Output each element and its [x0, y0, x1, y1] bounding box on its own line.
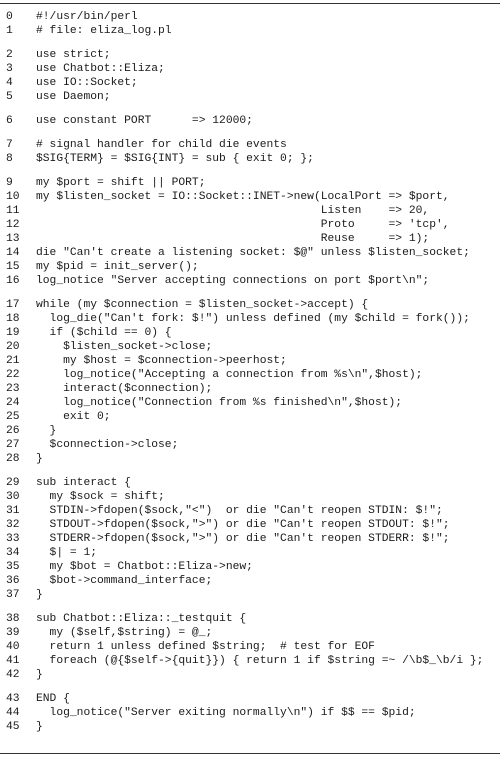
- line-number: 31: [6, 505, 20, 517]
- line-number: 14: [6, 247, 20, 259]
- line-number: 39: [6, 627, 20, 639]
- line-number: 23: [6, 383, 20, 395]
- line-code: # signal handler for child die events: [36, 139, 287, 151]
- line-code: return 1 unless defined $string; # test for EOF: [36, 641, 375, 653]
- line-code: }: [36, 589, 43, 601]
- line-number: 16: [6, 275, 20, 287]
- line-number: 34: [6, 547, 20, 559]
- line-code: interact($connection);: [36, 383, 213, 395]
- line-code: log_notice "Server accepting connections on port $port\n";: [36, 275, 430, 287]
- line-code: $| = 1;: [36, 547, 98, 559]
- line-number: 13: [6, 233, 20, 245]
- line-code: STDOUT->fdopen($sock,">") or die "Can't reopen STDOUT: $!";: [36, 519, 450, 531]
- line-number: 11: [6, 205, 20, 217]
- line-number: 30: [6, 491, 20, 503]
- line-code: }: [36, 425, 57, 437]
- line-number: 40: [6, 641, 20, 653]
- code-line: [0, 10, 500, 24]
- code-line: [0, 260, 500, 274]
- line-number: 33: [6, 533, 20, 545]
- line-code: die "Can't create a listening socket: $@" unless $listen_socket;: [36, 247, 470, 259]
- line-code: $connection->close;: [36, 439, 179, 451]
- code-line: [0, 476, 500, 490]
- line-number: 1: [6, 25, 13, 37]
- code-line: [0, 574, 500, 588]
- code-line: [0, 438, 500, 452]
- code-line: [0, 176, 500, 190]
- code-line: [0, 76, 500, 90]
- code-line: [0, 138, 500, 152]
- code-line: [0, 640, 500, 654]
- line-number: 5: [6, 91, 13, 103]
- line-number: 45: [6, 721, 20, 733]
- code-line: [0, 424, 500, 438]
- line-number: 0: [6, 11, 13, 23]
- line-code: use constant PORT => 12000;: [36, 115, 253, 127]
- line-number: 12: [6, 219, 20, 231]
- code-line: [0, 48, 500, 62]
- line-number: 32: [6, 519, 20, 531]
- line-number: 6: [6, 115, 13, 127]
- line-number: 10: [6, 191, 20, 203]
- code-line: [0, 532, 500, 546]
- code-line: [0, 588, 500, 602]
- code-line: [0, 90, 500, 104]
- line-code: $listen_socket->close;: [36, 341, 213, 353]
- code-line: [0, 720, 500, 734]
- line-number: 43: [6, 693, 20, 705]
- code-line: [0, 504, 500, 518]
- line-number: 24: [6, 397, 20, 409]
- line-code: foreach (@{$self->{quit}}) { return 1 if $string =~ /\b$_\b/i };: [36, 655, 484, 667]
- line-number: 27: [6, 439, 20, 451]
- code-line: [0, 114, 500, 128]
- line-code: if ($child == 0) {: [36, 327, 172, 339]
- line-code: log_notice("Accepting a connection from %s\n",$host);: [36, 369, 423, 381]
- line-number: 4: [6, 77, 13, 89]
- line-code: $SIG{TERM} = $SIG{INT} = sub { exit 0; };: [36, 153, 314, 165]
- line-number: 20: [6, 341, 20, 353]
- code-line: [0, 490, 500, 504]
- code-line: [0, 706, 500, 720]
- line-number: 38: [6, 613, 20, 625]
- code-line: [0, 668, 500, 682]
- line-code: }: [36, 669, 43, 681]
- line-number: 28: [6, 453, 20, 465]
- code-line: [0, 62, 500, 76]
- top-rule: [0, 3, 500, 4]
- line-number: 41: [6, 655, 20, 667]
- line-code: log_notice("Connection from %s finished\n",$host);: [36, 397, 403, 409]
- code-line: [0, 612, 500, 626]
- line-number: 19: [6, 327, 20, 339]
- line-number: 8: [6, 153, 13, 165]
- line-code: use strict;: [36, 49, 111, 61]
- line-number: 36: [6, 575, 20, 587]
- line-number: 2: [6, 49, 13, 61]
- code-line: [0, 152, 500, 166]
- line-code: Reuse => 1);: [36, 233, 430, 245]
- line-number: 25: [6, 411, 20, 423]
- code-line: [0, 626, 500, 640]
- line-code: exit 0;: [36, 411, 111, 423]
- line-code: my $bot = Chatbot::Eliza->new;: [36, 561, 253, 573]
- code-line: [0, 410, 500, 424]
- line-number: 37: [6, 589, 20, 601]
- line-number: 35: [6, 561, 20, 573]
- code-line: [0, 654, 500, 668]
- code-line: [0, 246, 500, 260]
- line-code: #!/usr/bin/perl: [36, 11, 138, 23]
- line-code: $bot->command_interface;: [36, 575, 213, 587]
- line-code: my $pid = init_server();: [36, 261, 199, 273]
- line-number: 18: [6, 313, 20, 325]
- line-number: 3: [6, 63, 13, 75]
- line-code: use Daemon;: [36, 91, 111, 103]
- line-code: my $host = $connection->peerhost;: [36, 355, 287, 367]
- line-number: 22: [6, 369, 20, 381]
- line-number: 17: [6, 299, 20, 311]
- line-code: STDIN->fdopen($sock,"<") or die "Can't reopen STDIN: $!";: [36, 505, 443, 517]
- line-code: use Chatbot::Eliza;: [36, 63, 165, 75]
- line-code: sub Chatbot::Eliza::_testquit {: [36, 613, 247, 625]
- line-number: 9: [6, 177, 13, 189]
- line-code: Proto => 'tcp',: [36, 219, 450, 231]
- line-number: 15: [6, 261, 20, 273]
- line-code: while (my $connection = $listen_socket->accept) {: [36, 299, 369, 311]
- line-code: log_die("Can't fork: $!") unless defined (my $child = fork());: [36, 313, 470, 325]
- line-code: STDERR->fdopen($sock,">") or die "Can't reopen STDERR: $!";: [36, 533, 450, 545]
- code-line: [0, 298, 500, 312]
- code-line: [0, 218, 500, 232]
- code-line: [0, 340, 500, 354]
- code-line: [0, 560, 500, 574]
- line-number: 7: [6, 139, 13, 151]
- line-code: use IO::Socket;: [36, 77, 138, 89]
- code-line: [0, 326, 500, 340]
- code-line: [0, 274, 500, 288]
- line-code: sub interact {: [36, 477, 131, 489]
- line-number: 44: [6, 707, 20, 719]
- line-number: 21: [6, 355, 20, 367]
- code-line: [0, 396, 500, 410]
- line-code: log_notice("Server exiting normally\n") if $$ == $pid;: [36, 707, 416, 719]
- line-code: }: [36, 453, 43, 465]
- line-code: # file: eliza_log.pl: [36, 25, 172, 37]
- line-code: my $port = shift || PORT;: [36, 177, 206, 189]
- code-line: [0, 692, 500, 706]
- code-line: [0, 354, 500, 368]
- code-line: [0, 204, 500, 218]
- line-code: my $sock = shift;: [36, 491, 165, 503]
- code-line: [0, 24, 500, 38]
- code-line: [0, 190, 500, 204]
- line-code: Listen => 20,: [36, 205, 430, 217]
- code-line: [0, 232, 500, 246]
- line-number: 26: [6, 425, 20, 437]
- line-code: my ($self,$string) = @_;: [36, 627, 213, 639]
- line-number: 29: [6, 477, 20, 489]
- line-code: END {: [36, 693, 70, 705]
- line-code: my $listen_socket = IO::Socket::INET->new(LocalPort => $port,: [36, 191, 450, 203]
- line-number: 42: [6, 669, 20, 681]
- code-line: [0, 382, 500, 396]
- code-line: [0, 452, 500, 466]
- line-code: }: [36, 721, 43, 733]
- bottom-rule: [0, 753, 500, 754]
- code-line: [0, 368, 500, 382]
- code-line: [0, 546, 500, 560]
- code-line: [0, 518, 500, 532]
- code-line: [0, 312, 500, 326]
